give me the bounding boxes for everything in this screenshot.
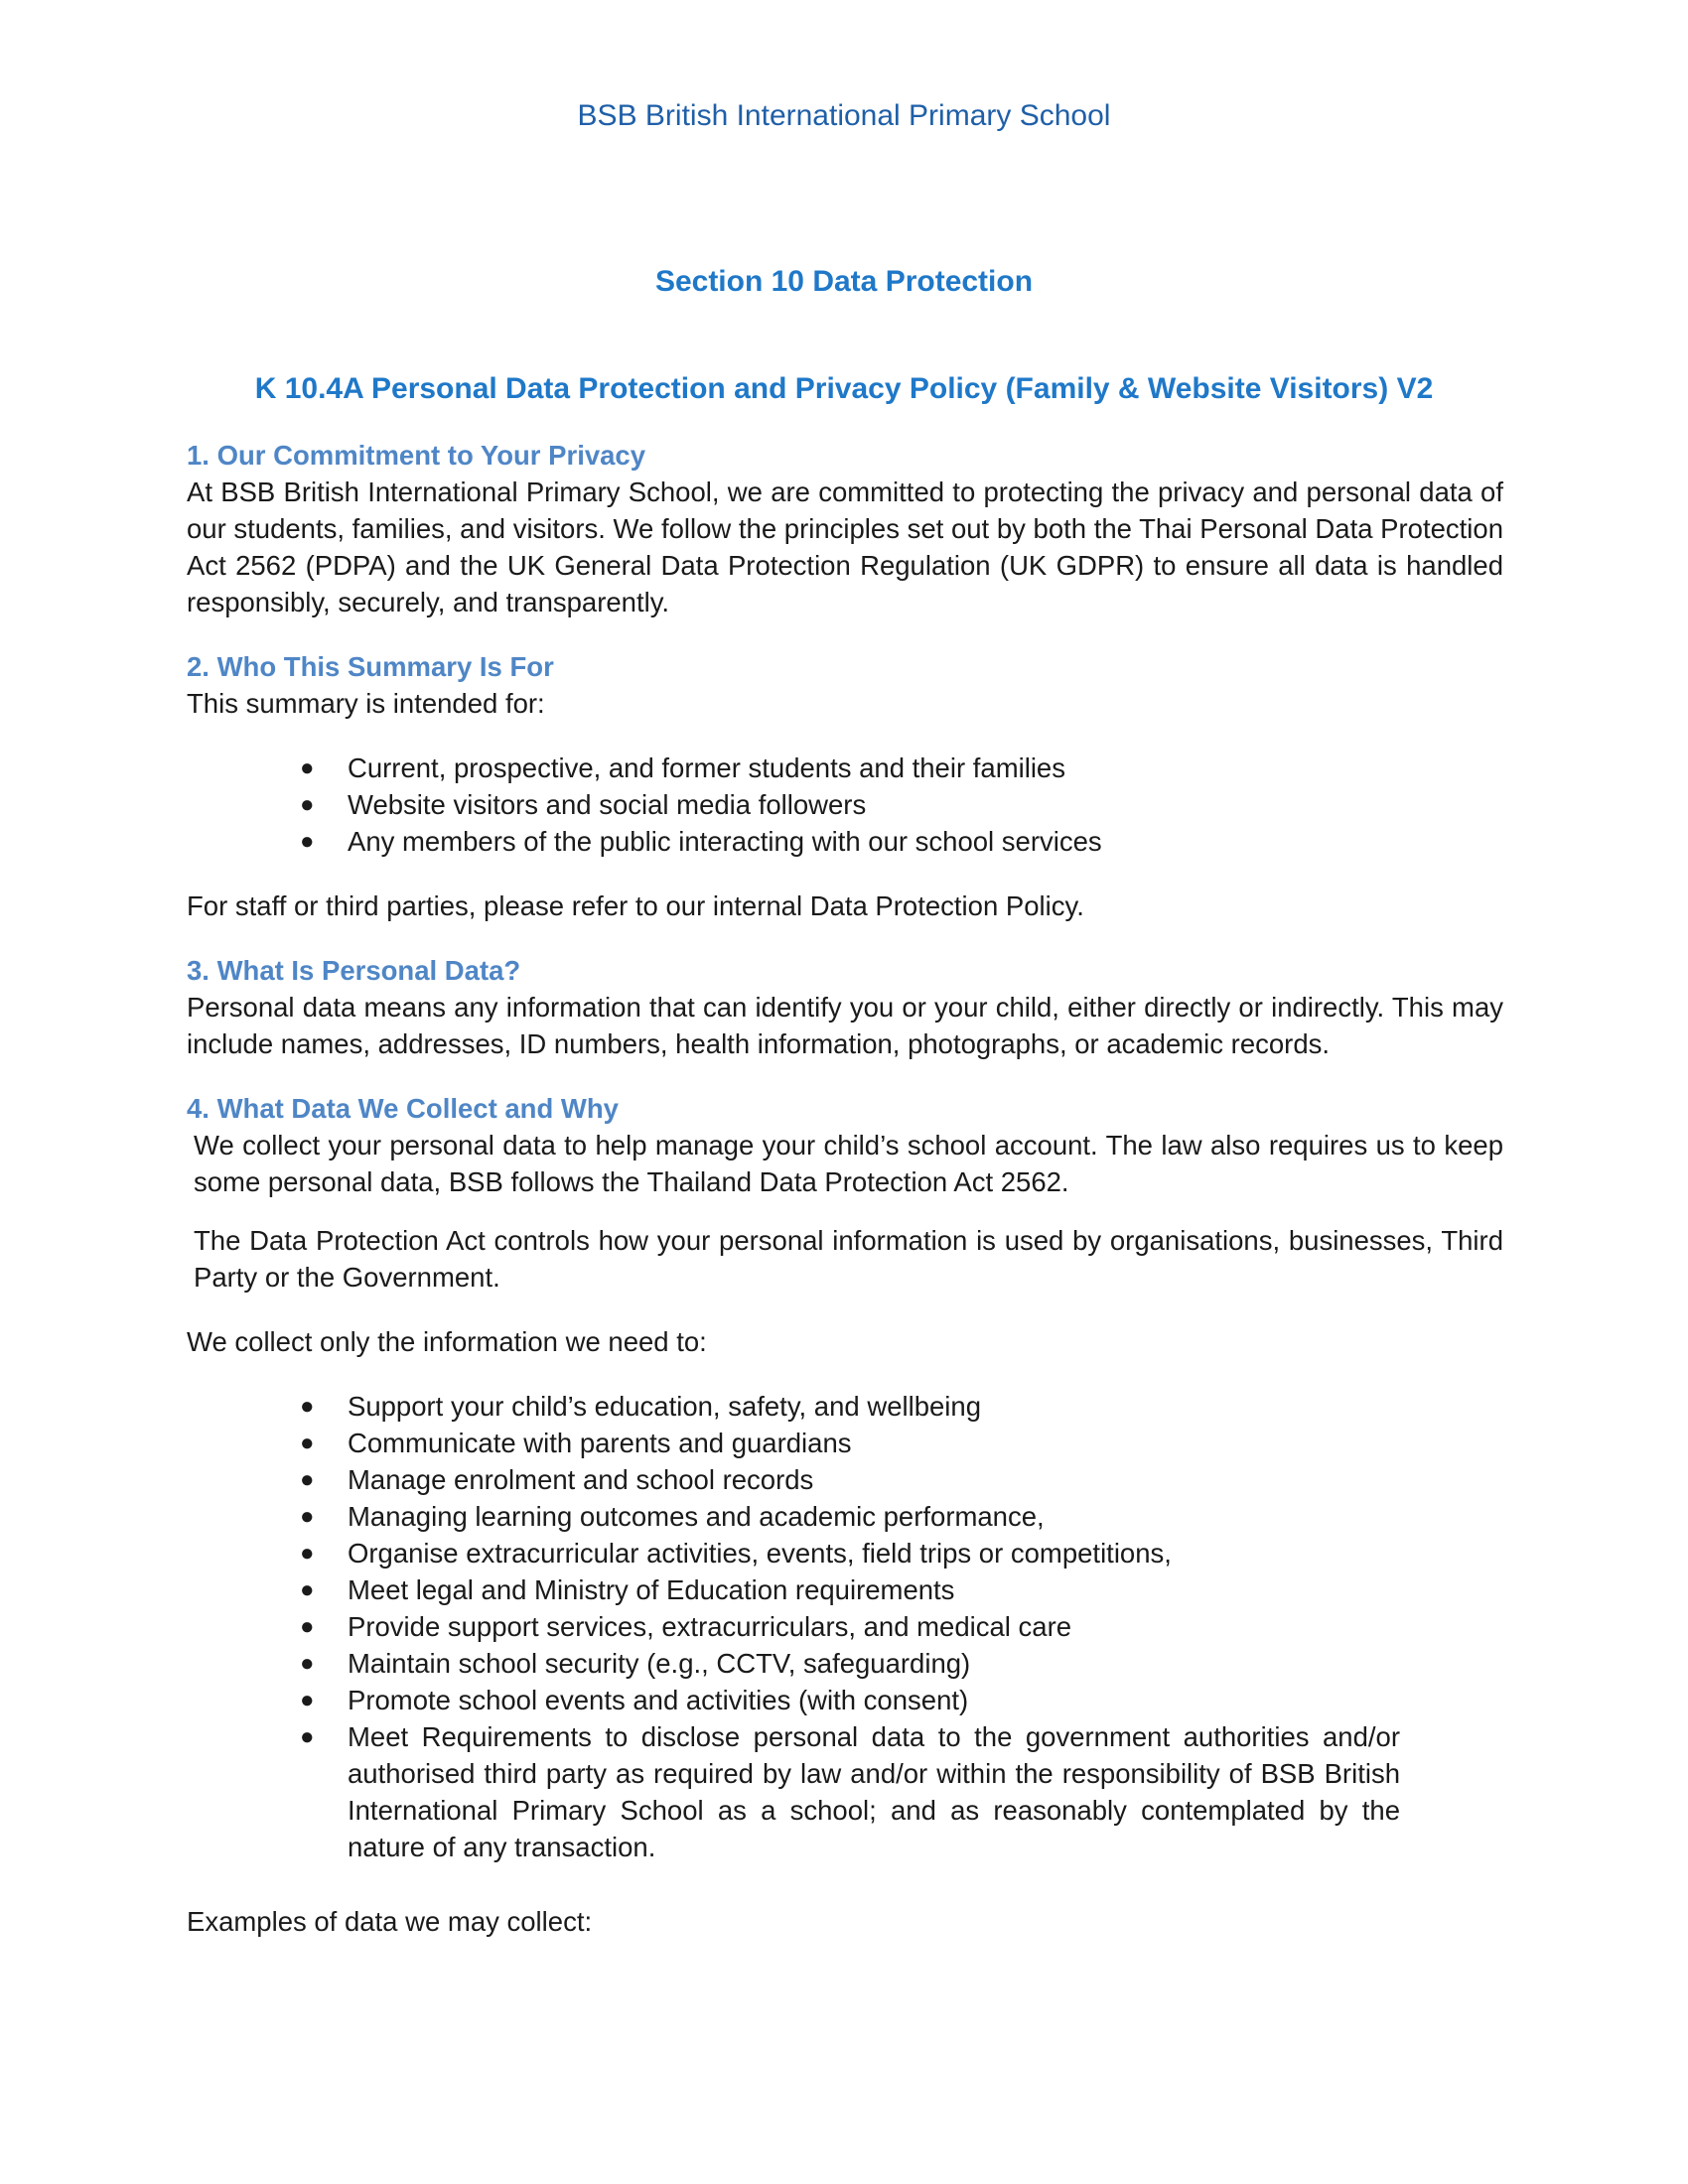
bullet-icon: ● [300, 1576, 315, 1603]
list-item: ● Support your child’s education, safety, and wellbeing [298, 1388, 1400, 1425]
section-2-paragraph: This summary is intended for: [187, 688, 545, 719]
bullet-icon: ● [300, 1613, 315, 1640]
section-2-bullet-list [187, 750, 1503, 860]
list-item: ● Meet Requirements to disclose personal data to the government authorities and/or authorised third party as required by law and/or within the responsibility of BSB British International Primary School as a school; and as reasonably contemplated by the nature of any transaction. [298, 1718, 1400, 1865]
bullet-icon: ● [300, 791, 315, 818]
list-item: ● Manage enrolment and school records [298, 1461, 1400, 1498]
bullet-icon: ● [300, 1540, 315, 1567]
bullet-icon: ● [300, 1723, 315, 1750]
document-title: K 10.4A Personal Data Protection and Privacy Policy (Family & Website Visitors) V2 [254, 372, 1434, 405]
section-4-paragraph-2: The Data Protection Act controls how your personal information is used by organisations, businesses, Third Party or the Government. [194, 1225, 1503, 1293]
section-2-after-paragraph: For staff or third parties, please refer to our internal Data Protection Policy. [187, 890, 1084, 921]
section-4-paragraph-3: We collect only the information we need to: [187, 1326, 707, 1357]
bullet-icon: ● [300, 828, 315, 855]
list-item: ● Organise extracurricular activities, events, field trips or competitions, [298, 1535, 1400, 1571]
list-item: ● Any members of the public interacting with our school services [298, 823, 1400, 860]
section-4-bullet-list [187, 1388, 1503, 1865]
list-item: ● Communicate with parents and guardians [298, 1425, 1400, 1461]
section-1-heading: 1. Our Commitment to Your Privacy [187, 440, 646, 471]
list-item: ● Provide support services, extracurriculars, and medical care [298, 1608, 1400, 1645]
section-2-heading: 2. Who This Summary Is For [187, 651, 554, 682]
section-4-heading: 4. What Data We Collect and Why [187, 1093, 619, 1124]
list-item: ● Current, prospective, and former students and their families [298, 750, 1400, 786]
bullet-icon: ● [300, 1430, 315, 1456]
section-1-paragraph: At BSB British International Primary School, we are committed to protecting the privacy and personal data of our students, families, and visitors. We follow the principles set out by both the Thai Personal Data Protection Act 2562 (PDPA) and the UK General Data Protection Regulation (UK GDPR) to ensure all data is handled responsibly, securely, and transparently. [187, 477, 1503, 617]
section-4-paragraph-1: We collect your personal data to help manage your child’s school account. The law also requires us to keep some personal data, BSB follows the Thailand Data Protection Act 2562. [194, 1130, 1503, 1197]
bullet-icon: ● [300, 1650, 315, 1677]
document-body [187, 437, 1503, 1940]
list-item: ● Managing learning outcomes and academic performance, [298, 1498, 1400, 1535]
bullet-icon: ● [300, 1503, 315, 1530]
list-item: ● Maintain school security (e.g., CCTV, safeguarding) [298, 1645, 1400, 1682]
bullet-icon: ● [300, 1393, 315, 1420]
list-item: ● Promote school events and activities (with consent) [298, 1682, 1400, 1718]
bullet-icon: ● [300, 1687, 315, 1713]
bullet-icon: ● [300, 754, 315, 781]
list-item: ● Website visitors and social media followers [298, 786, 1400, 823]
list-item: ● Meet legal and Ministry of Education requirements [298, 1571, 1400, 1608]
section-3-heading: 3. What Is Personal Data? [187, 955, 521, 986]
section-title: Section 10 Data Protection [654, 265, 1034, 298]
section-4-examples-intro: Examples of data we may collect: [187, 1906, 593, 1937]
bullet-icon: ● [300, 1466, 315, 1493]
school-header: BSB British International Primary School [577, 99, 1111, 132]
section-3-paragraph: Personal data means any information that can identify you or your child, either directly or indirectly. This may include names, addresses, ID numbers, health information, photographs, or academic records. [187, 992, 1503, 1059]
